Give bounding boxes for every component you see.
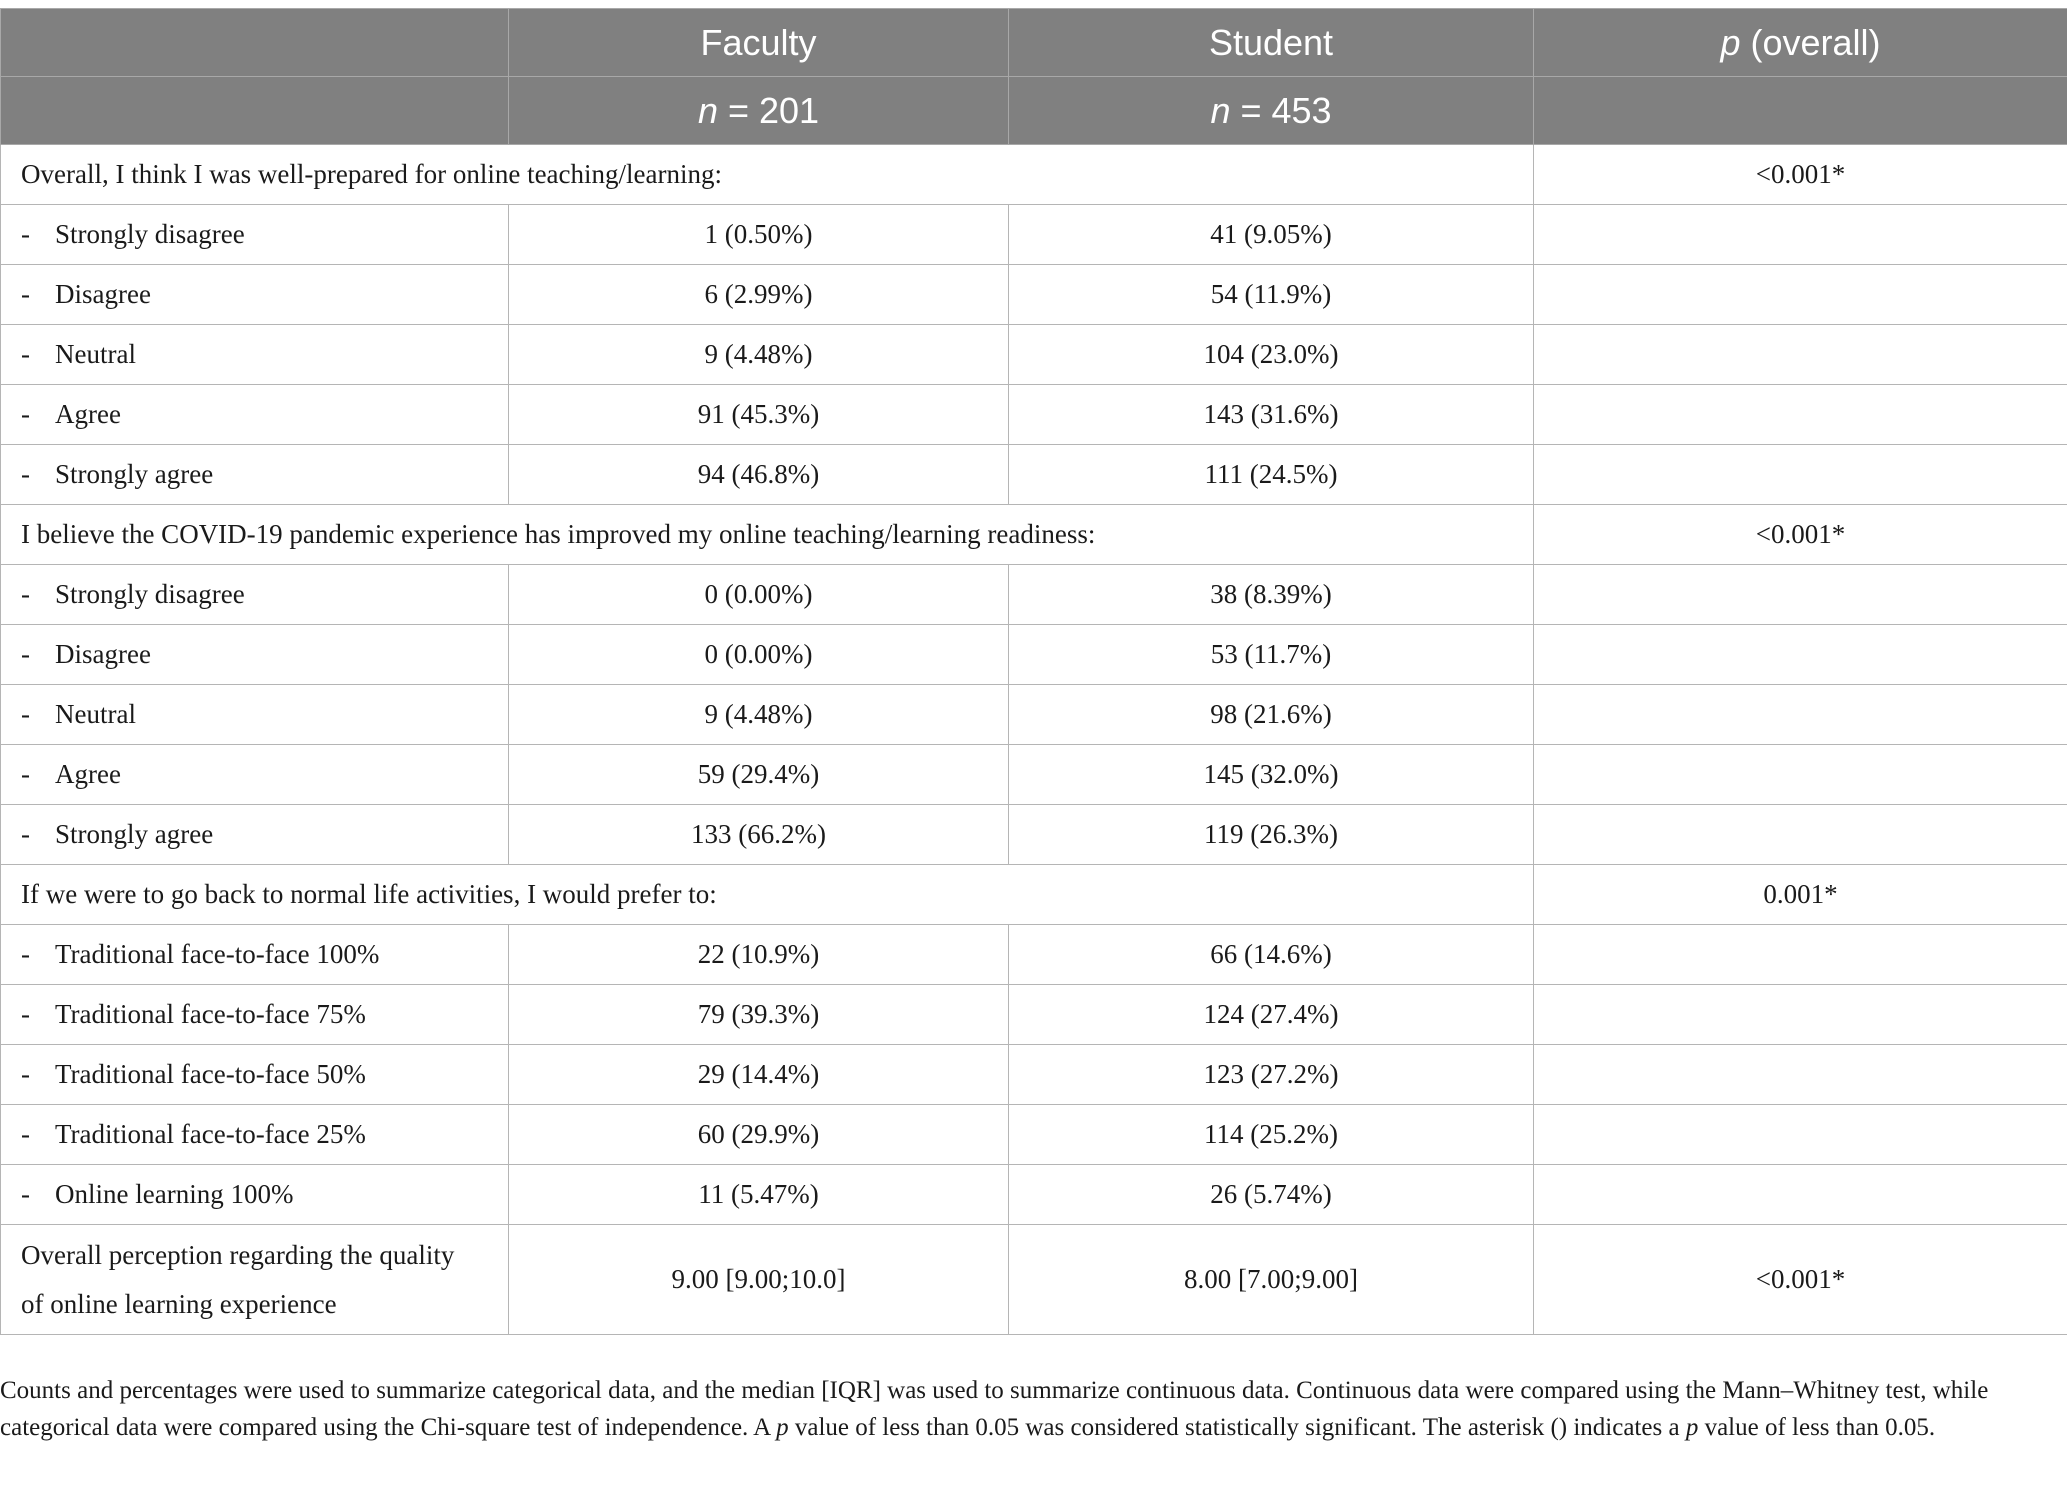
row-label xyxy=(1,325,509,385)
faculty-cell: 59 (29.4%) xyxy=(509,745,1009,805)
footnote-part2: value of less than 0.05 was considered statistically significant. The asterisk () indicates a xyxy=(788,1414,1686,1441)
row-label-text: Neutral xyxy=(55,339,136,369)
table-row xyxy=(1,625,2067,685)
row-label xyxy=(1,1165,509,1225)
table-row xyxy=(1,1165,2067,1225)
row-label xyxy=(1,805,509,865)
faculty-cell: 22 (10.9%) xyxy=(509,925,1009,985)
question-p-value: <0.001* xyxy=(1534,505,2067,565)
header-p-symbol: p xyxy=(1720,21,1741,63)
question-text: I believe the COVID-19 pandemic experience has improved my online teaching/learning readiness: xyxy=(1,505,1534,565)
header-blank-cell xyxy=(1534,77,2067,145)
overall-perception-line2: of online learning experience xyxy=(21,1288,337,1319)
header-blank-cell xyxy=(1,77,509,145)
p-cell-empty xyxy=(1534,1045,2067,1105)
p-cell-empty xyxy=(1534,985,2067,1045)
row-label-text: Traditional face-to-face 100% xyxy=(55,939,380,969)
row-label xyxy=(1,685,509,745)
faculty-cell: 91 (45.3%) xyxy=(509,385,1009,445)
p-cell-empty xyxy=(1534,385,2067,445)
overall-perception-p-value: <0.001* xyxy=(1534,1225,2067,1335)
faculty-cell: 29 (14.4%) xyxy=(509,1045,1009,1105)
faculty-cell: 6 (2.99%) xyxy=(509,265,1009,325)
bullet-dash: - xyxy=(21,639,30,669)
table-row xyxy=(1,265,2067,325)
row-label-text: Neutral xyxy=(55,699,136,729)
faculty-cell: 94 (46.8%) xyxy=(509,445,1009,505)
header-student-n xyxy=(1009,77,1534,145)
table-row xyxy=(1,205,2067,265)
p-cell-empty xyxy=(1534,445,2067,505)
overall-perception-label xyxy=(1,1225,509,1335)
question-p-value: 0.001* xyxy=(1534,865,2067,925)
p-cell-empty xyxy=(1534,685,2067,745)
row-label-text: Disagree xyxy=(55,279,151,309)
table-row xyxy=(1,925,2067,985)
faculty-cell: 9 (4.48%) xyxy=(509,685,1009,745)
question-p-value: <0.001* xyxy=(1534,145,2067,205)
bullet-dash: - xyxy=(21,1179,30,1209)
bullet-dash: - xyxy=(21,1119,30,1149)
footnote-part1: Counts and percentages were used to summarize categorical data, and the median [IQR] was used to summarize continuous data. Continuous data were compared using the Mann–Whitney test, while categorical data were compared using the Chi-square test of independence. A xyxy=(0,1377,1989,1441)
student-cell: 143 (31.6%) xyxy=(1009,385,1534,445)
student-cell: 8.00 [7.00;9.00] xyxy=(1009,1225,1534,1335)
faculty-cell: 11 (5.47%) xyxy=(509,1165,1009,1225)
faculty-cell: 1 (0.50%) xyxy=(509,205,1009,265)
row-label-text: Online learning 100% xyxy=(55,1179,294,1209)
bullet-dash: - xyxy=(21,399,30,429)
student-cell: 66 (14.6%) xyxy=(1009,925,1534,985)
header-blank-cell xyxy=(1,9,509,77)
p-cell-empty xyxy=(1534,805,2067,865)
table-row xyxy=(1,325,2067,385)
bullet-dash: - xyxy=(21,939,30,969)
table-row xyxy=(1,445,2067,505)
student-cell: 54 (11.9%) xyxy=(1009,265,1534,325)
student-cell: 98 (21.6%) xyxy=(1009,685,1534,745)
row-label xyxy=(1,265,509,325)
student-cell: 104 (23.0%) xyxy=(1009,325,1534,385)
row-label xyxy=(1,565,509,625)
header-faculty: Faculty xyxy=(509,9,1009,77)
n-symbol: n xyxy=(1210,89,1231,131)
bullet-dash: - xyxy=(21,219,30,249)
student-cell: 124 (27.4%) xyxy=(1009,985,1534,1045)
row-label-text: Strongly disagree xyxy=(55,579,245,609)
bullet-dash: - xyxy=(21,699,30,729)
faculty-cell: 9 (4.48%) xyxy=(509,325,1009,385)
faculty-n-value: = 201 xyxy=(717,89,820,131)
p-cell-empty xyxy=(1534,1165,2067,1225)
bullet-dash: - xyxy=(21,1059,30,1089)
p-cell-empty xyxy=(1534,205,2067,265)
faculty-cell: 133 (66.2%) xyxy=(509,805,1009,865)
p-cell-empty xyxy=(1534,925,2067,985)
header-student: Student xyxy=(1009,9,1534,77)
row-label-text: Disagree xyxy=(55,639,151,669)
row-label xyxy=(1,745,509,805)
student-cell: 119 (26.3%) xyxy=(1009,805,1534,865)
table-footnote xyxy=(0,1372,2050,1446)
table-header xyxy=(1,9,2067,145)
faculty-cell: 79 (39.3%) xyxy=(509,985,1009,1045)
table-row xyxy=(1,385,2067,445)
question-row xyxy=(1,505,2067,565)
row-label-text: Agree xyxy=(55,759,121,789)
bullet-dash: - xyxy=(21,459,30,489)
p-cell-empty xyxy=(1534,1105,2067,1165)
student-cell: 114 (25.2%) xyxy=(1009,1105,1534,1165)
row-label xyxy=(1,445,509,505)
question-text: Overall, I think I was well-prepared for online teaching/learning: xyxy=(1,145,1534,205)
row-label-text: Traditional face-to-face 50% xyxy=(55,1059,366,1089)
row-label-text: Agree xyxy=(55,399,121,429)
bullet-dash: - xyxy=(21,339,30,369)
row-label xyxy=(1,985,509,1045)
table-row xyxy=(1,1045,2067,1105)
faculty-cell: 0 (0.00%) xyxy=(509,565,1009,625)
student-cell: 111 (24.5%) xyxy=(1009,445,1534,505)
table-row xyxy=(1,1105,2067,1165)
header-p-overall xyxy=(1534,9,2067,77)
table-row xyxy=(1,745,2067,805)
row-label xyxy=(1,1045,509,1105)
row-label xyxy=(1,1105,509,1165)
question-text: If we were to go back to normal life activities, I would prefer to: xyxy=(1,865,1534,925)
table-row xyxy=(1,685,2067,745)
student-cell: 26 (5.74%) xyxy=(1009,1165,1534,1225)
student-cell: 38 (8.39%) xyxy=(1009,565,1534,625)
student-n-value: = 453 xyxy=(1230,89,1332,131)
bullet-dash: - xyxy=(21,819,30,849)
footnote-p-symbol: p xyxy=(1685,1414,1699,1441)
p-cell-empty xyxy=(1534,565,2067,625)
table-row-overall-perception xyxy=(1,1225,2067,1335)
results-table xyxy=(0,8,2067,1335)
student-cell: 145 (32.0%) xyxy=(1009,745,1534,805)
student-cell: 53 (11.7%) xyxy=(1009,625,1534,685)
row-label xyxy=(1,925,509,985)
footnote-p-symbol: p xyxy=(776,1414,789,1441)
bullet-dash: - xyxy=(21,579,30,609)
footnote-part3: value of less than 0.05. xyxy=(1698,1414,1936,1441)
row-label-text: Strongly agree xyxy=(55,819,214,849)
row-label-text: Strongly agree xyxy=(55,459,214,489)
p-cell-empty xyxy=(1534,325,2067,385)
overall-perception-line1: Overall perception regarding the quality xyxy=(21,1239,455,1270)
table-row xyxy=(1,985,2067,1045)
table-row xyxy=(1,805,2067,865)
student-cell: 123 (27.2%) xyxy=(1009,1045,1534,1105)
faculty-cell: 0 (0.00%) xyxy=(509,625,1009,685)
n-symbol: n xyxy=(697,89,718,131)
faculty-cell: 60 (29.9%) xyxy=(509,1105,1009,1165)
row-label-text: Traditional face-to-face 25% xyxy=(55,1119,366,1149)
question-row xyxy=(1,865,2067,925)
row-label xyxy=(1,385,509,445)
bullet-dash: - xyxy=(21,759,30,789)
p-cell-empty xyxy=(1534,745,2067,805)
row-label-text: Strongly disagree xyxy=(55,219,245,249)
p-cell-empty xyxy=(1534,625,2067,685)
faculty-cell: 9.00 [9.00;10.0] xyxy=(509,1225,1009,1335)
header-faculty-n xyxy=(509,77,1009,145)
table-body xyxy=(1,145,2067,1335)
table-row xyxy=(1,565,2067,625)
row-label xyxy=(1,625,509,685)
question-row xyxy=(1,145,2067,205)
p-cell-empty xyxy=(1534,265,2067,325)
student-cell: 41 (9.05%) xyxy=(1009,205,1534,265)
header-p-label: (overall) xyxy=(1740,21,1881,63)
row-label-text: Traditional face-to-face 75% xyxy=(55,999,366,1029)
bullet-dash: - xyxy=(21,279,30,309)
row-label xyxy=(1,205,509,265)
bullet-dash: - xyxy=(21,999,30,1029)
